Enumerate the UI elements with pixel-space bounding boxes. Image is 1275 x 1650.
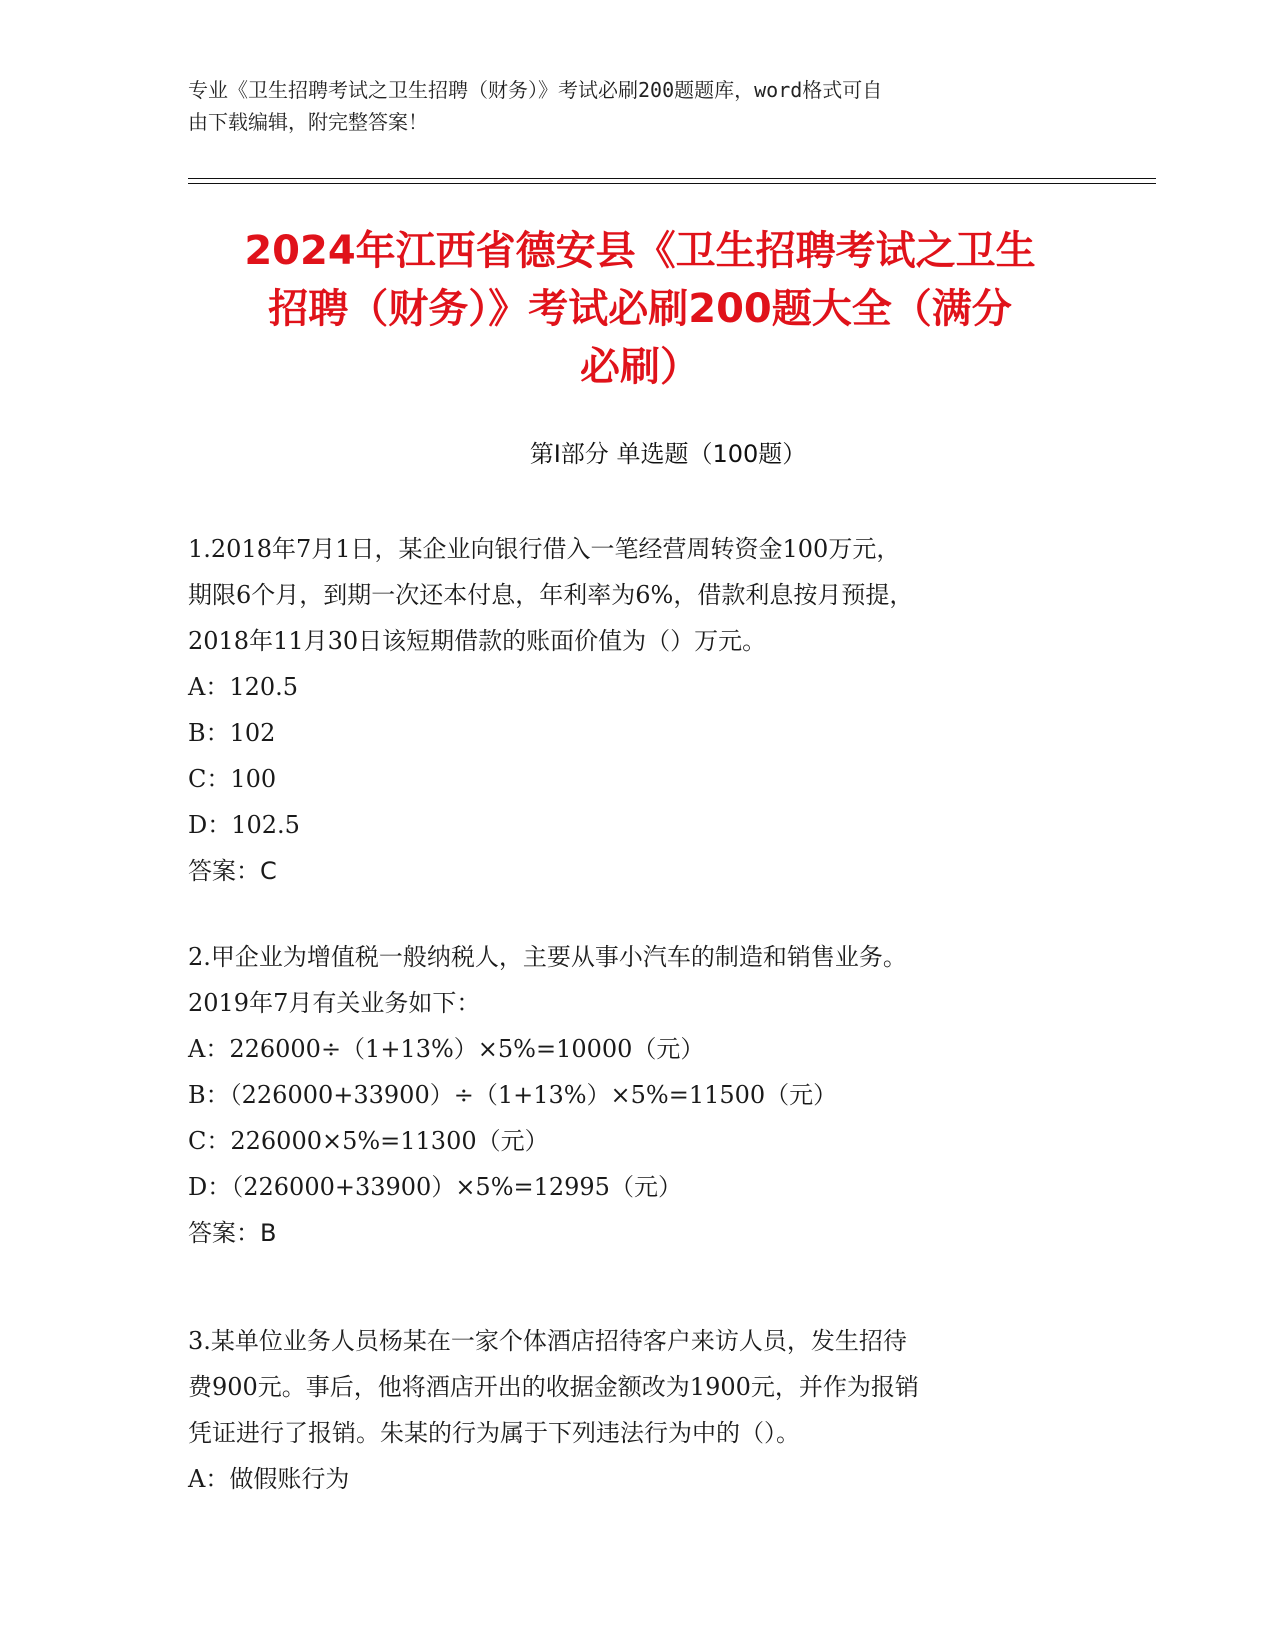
header-note-line: 专业《卫生招聘考试之卫生招聘（财务）》考试必刷200题题库，word格式可自 — [188, 78, 883, 102]
option-a: A：做假账行为 — [188, 1465, 350, 1493]
question-3 — [188, 1318, 1088, 1502]
header-divider — [188, 183, 1156, 184]
option-c: C：226000×5%=11300（元） — [188, 1127, 549, 1155]
header-note — [188, 74, 1068, 138]
document-title — [160, 222, 1120, 396]
question-stem-line: 期限6个月，到期一次还本付息，年利率为6%，借款利息按月预提， — [188, 581, 914, 609]
header-note-line: 由下载编辑，附完整答案！ — [188, 110, 428, 134]
title-line: 2024年江西省德安县《卫生招聘考试之卫生 — [244, 228, 1036, 274]
option-b: B：102 — [188, 719, 276, 747]
question-stem-line: 2.甲企业为增值税一般纳税人，主要从事小汽车的制造和销售业务。 — [188, 943, 907, 971]
question-stem-line: 2019年7月有关业务如下： — [188, 989, 481, 1017]
section-heading: 第Ⅰ部分 单选题（100题） — [529, 440, 807, 468]
question-stem-line: 1.2018年7月1日，某企业向银行借入一笔经营周转资金100万元， — [188, 535, 901, 563]
option-d: D：102.5 — [188, 811, 300, 839]
question-stem-line: 费900元。事后，他将酒店开出的收据金额改为1900元，并作为报销 — [188, 1373, 919, 1401]
question-stem-line: 凭证进行了报销。朱某的行为属于下列违法行为中的（）。 — [188, 1419, 800, 1447]
answer-line: 答案：C — [188, 857, 277, 885]
option-a: A：226000÷（1+13%）×5%=10000（元） — [188, 1035, 705, 1063]
question-stem-line: 2018年11月30日该短期借款的账面价值为（）万元。 — [188, 627, 767, 655]
option-d: D：（226000+33900）×5%=12995（元） — [188, 1173, 682, 1201]
header-divider — [188, 178, 1156, 179]
question-stem-line: 3.某单位业务人员杨某在一家个体酒店招待客户来访人员，发生招待 — [188, 1327, 907, 1355]
question-1 — [188, 526, 1088, 894]
title-line: 必刷） — [580, 344, 700, 390]
answer-line: 答案：B — [188, 1219, 277, 1247]
option-b: B：（226000+33900）÷（1+13%）×5%=11500（元） — [188, 1081, 838, 1109]
question-2 — [188, 934, 1088, 1256]
title-line: 招聘（财务）》考试必刷200题大全（满分 — [268, 286, 1012, 332]
option-c: C：100 — [188, 765, 277, 793]
option-a: A：120.5 — [188, 673, 299, 701]
